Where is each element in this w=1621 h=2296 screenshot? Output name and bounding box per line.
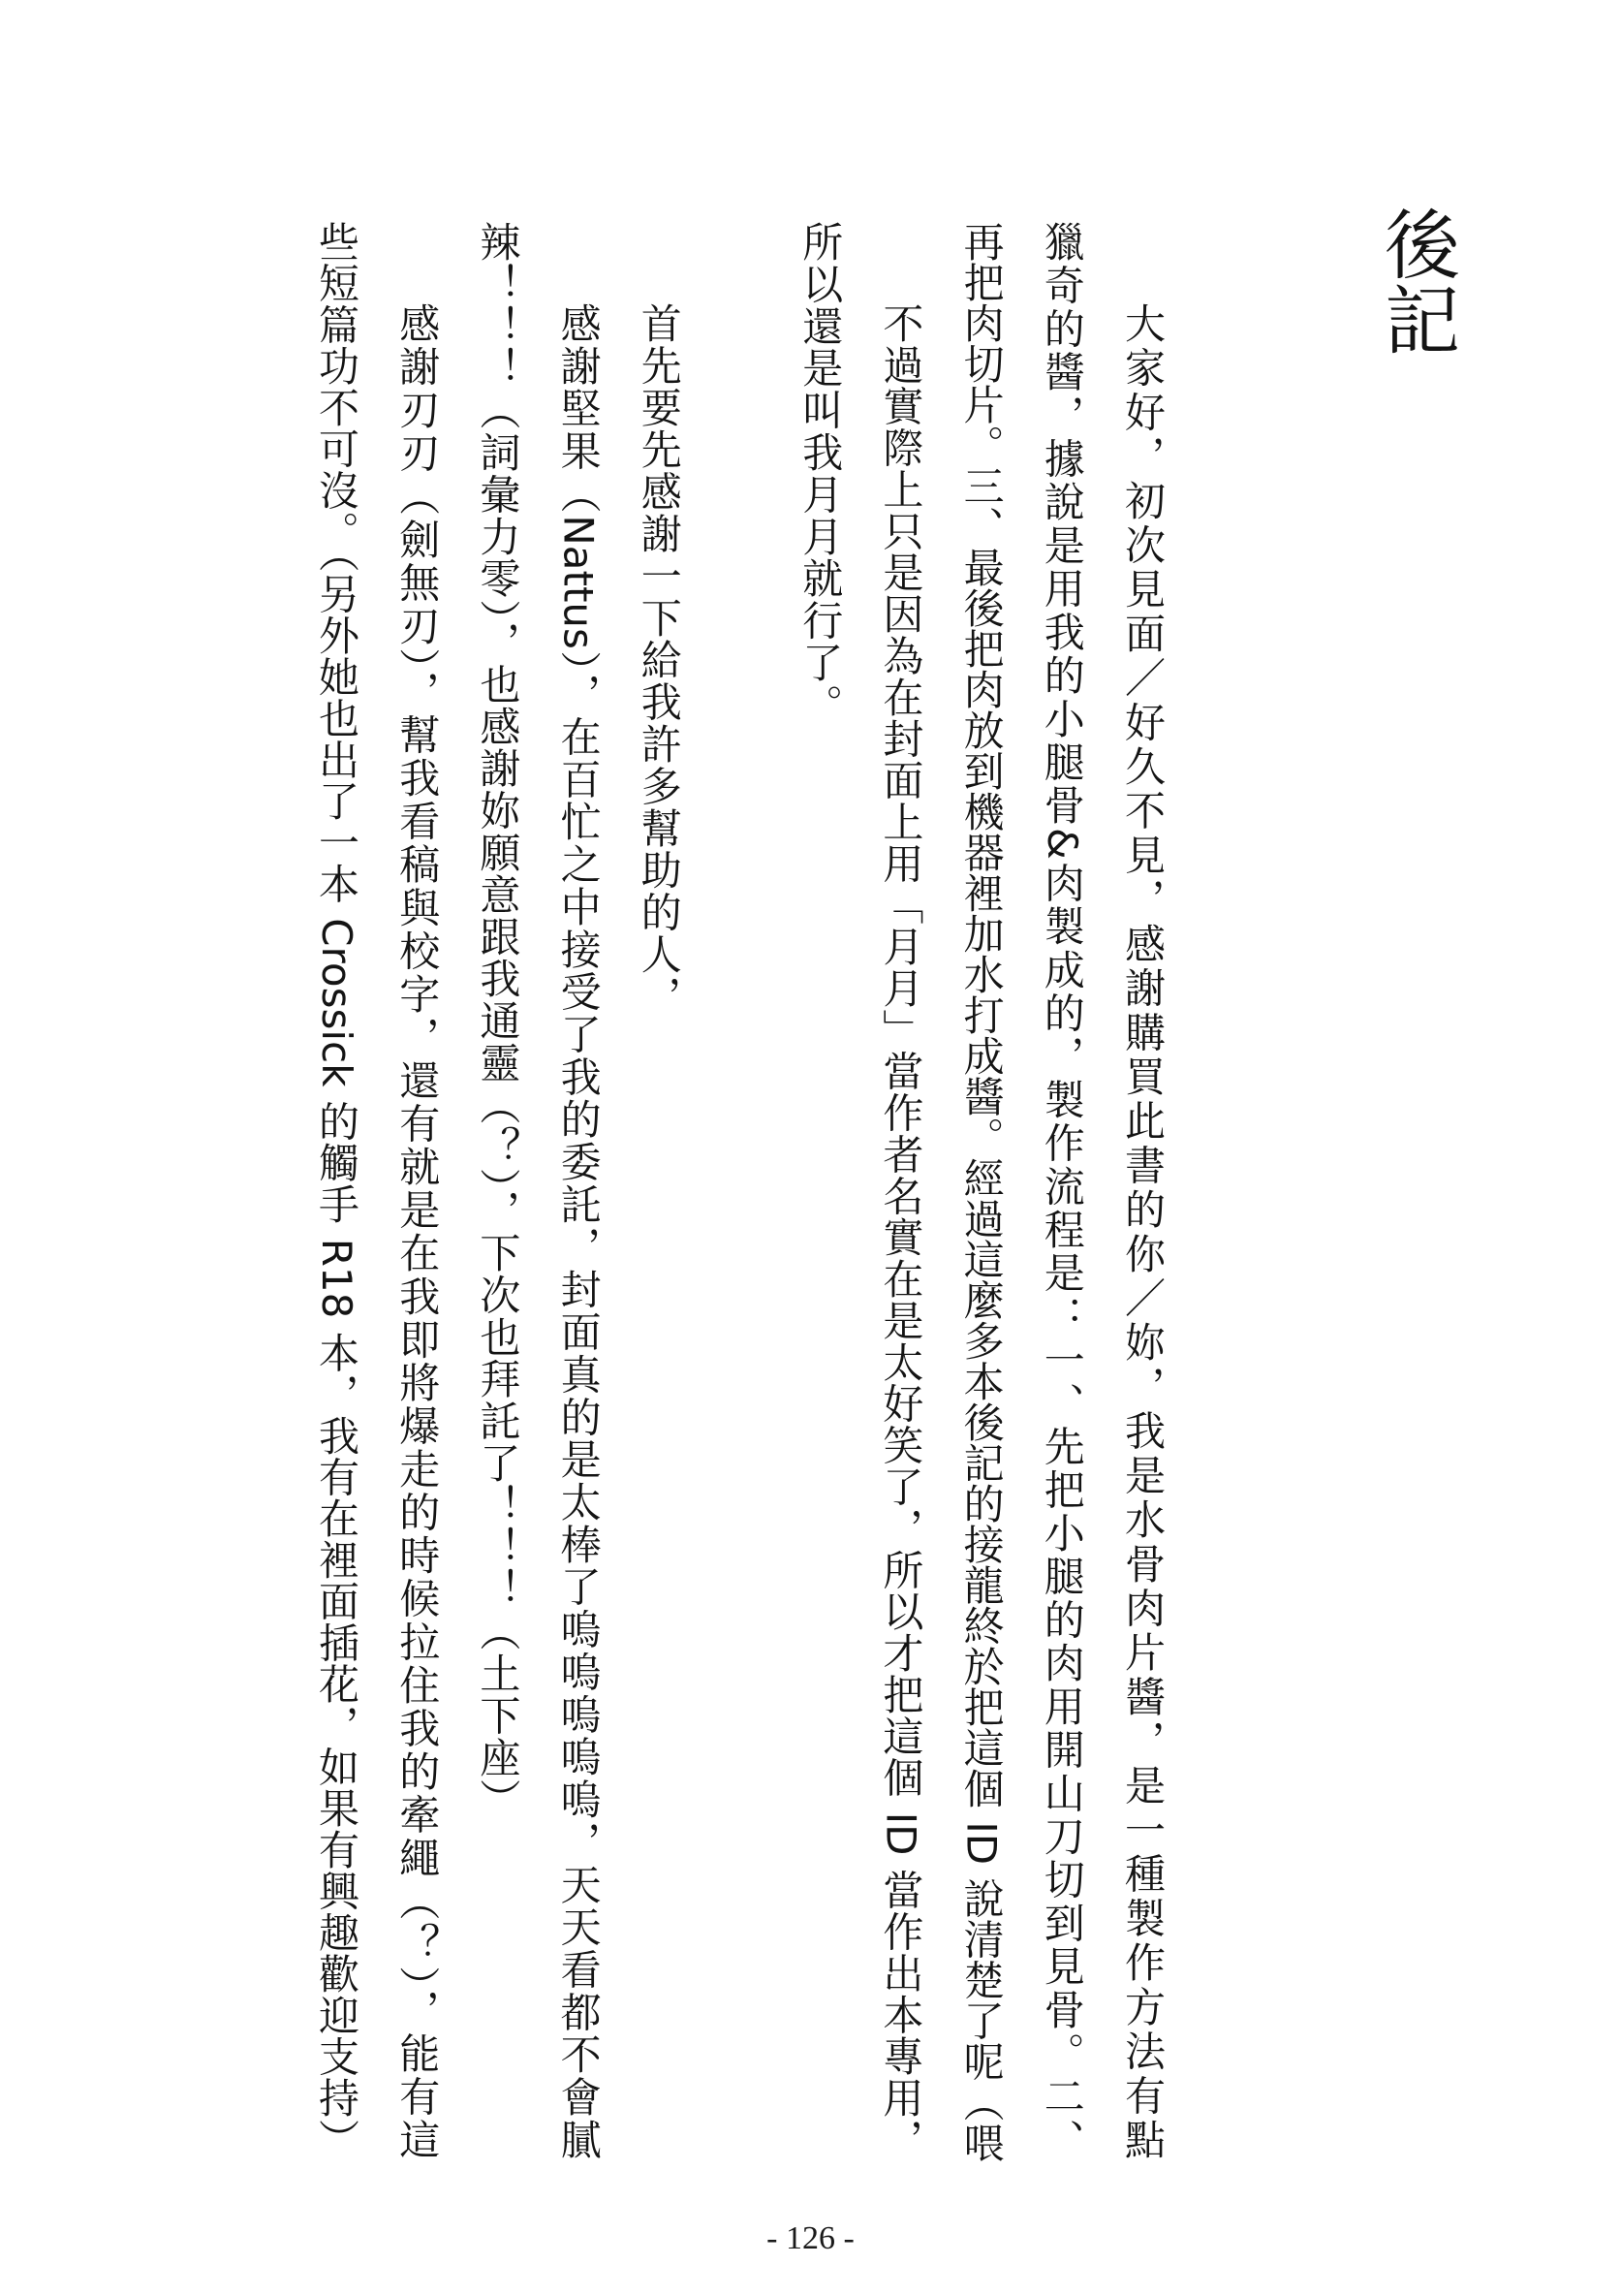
text-line: 感謝堅果（Nattus），在百忙之中接受了我的委託，封面真的是太棒了嗚嗚嗚嗚嗚，天天看都不會膩 (554, 302, 603, 2159)
paragraph-thanks-cover-artist (457, 221, 618, 2159)
text-line: 首先要先感謝一下給我許多幫助的人， (635, 302, 683, 1018)
text-line: 感謝刃刃（劍無刃），幫我看稿與校字，還有就是在我即將爆走的時候拉住我的牽繩（？），能有這 (393, 302, 442, 2159)
text-line: 再把肉切片。三、最後把肉放到機器裡加水打成醬。經過這麼多本後記的接龍終於把這個 ID 說清楚了呢（喂 (957, 221, 1006, 2163)
body-text (296, 221, 1183, 2163)
paragraph-greeting (941, 221, 1183, 2163)
chapter-title: 後記 (1372, 205, 1459, 357)
text-line: 辣！！！（詞彙力零），也感謝妳願意跟我通靈（？），下次也拜託了！！！（土下座） (474, 221, 522, 1821)
paragraph-pen-name (780, 221, 941, 2159)
text-line: 些短篇功不可沒。（另外她也出了一本 Crossick 的觸手 R18 本，我有在裡面插花，如果有興趣歡迎支持） (312, 221, 360, 2159)
page-number: - 126 - (766, 2220, 855, 2256)
text-line: 所以還是叫我月月就行了。 (796, 221, 845, 726)
text-line: 獵奇的醬，據說是用我的小腿骨&肉製成的，製作流程是：一、先把小腿的肉用開山刀切到見骨。二、 (1038, 221, 1086, 2159)
paragraph-thanks-proofreader (296, 221, 457, 2159)
blank-line (700, 221, 780, 2159)
text-line: 大家好，初次見面／好久不見，感謝購買此書的你／妳，我是水骨肉片醬，是一種製作方法有點 (1119, 302, 1167, 2159)
text-line: 不過實際上只是因為在封面上用「月月」當作者名實在是太好笑了，所以才把這個 ID 當作出本專用， (877, 302, 925, 2159)
paragraph-thanks-intro (619, 221, 700, 2159)
